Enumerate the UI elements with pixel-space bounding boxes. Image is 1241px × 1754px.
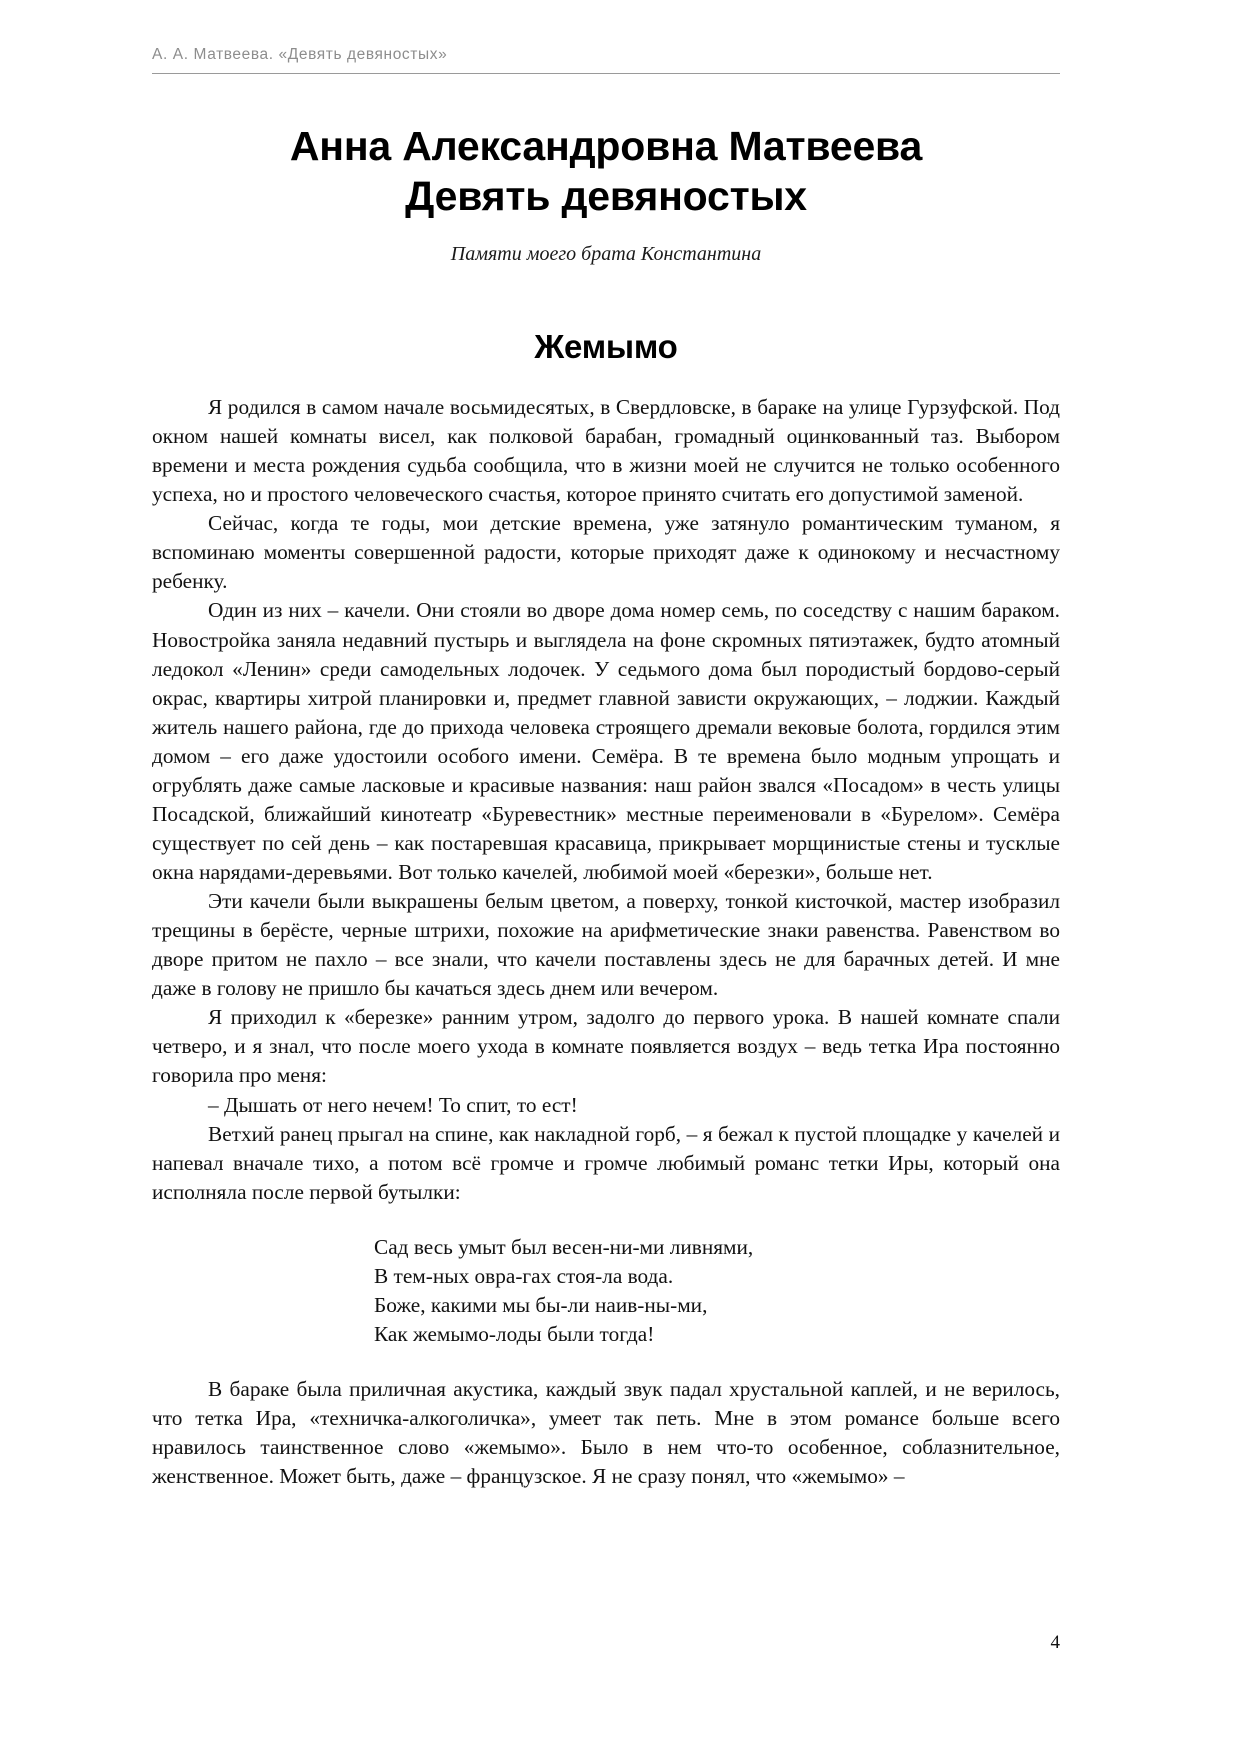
paragraph: – Дышать от него нечем! То спит, то ест!: [208, 1092, 578, 1117]
paragraph: Сейчас, когда те годы, мои детские времена, уже затянуло романтическим туманом, я вспоминаю моменты совершенной радости, которые приходят даже к одинокому и несчастному ребенку.: [152, 511, 1060, 594]
paragraph: В бараке была приличная акустика, каждый звук падал хрустальной каплей, и не верилось, что тетка Ира, «техничка-алкоголичка», умеет так петь. Мне в этом романсе больше всего нравилось таинственное слово «жемымо». Было в нем что-то особенное, соблазнительное, женственное. Может быть, даже – французское. Я не сразу понял, что «жемымо» –: [152, 1377, 1060, 1489]
paragraph: Я приходил к «березке» ранним утром, задолго до первого урока. В нашей комнате спали четверо, и я знал, что после моего ухода в комнате появляется воздух – ведь тетка Ира постоянно говорила про меня:: [152, 1005, 1060, 1088]
paragraph: Эти качели были выкрашены белым цветом, а поверху, тонкой кисточкой, мастер изобразил трещины в берёсте, черные штрихи, похожие на арифметические знаки равенства. Равенством во дворе притом не пахло – все знали, что качели поставлены здесь не для барачных детей. И мне даже в голову не пришло бы качаться здесь днем или вечером.: [152, 889, 1060, 1001]
page-content-column: [152, 0, 1060, 1653]
section-heading: Жемымо: [534, 328, 678, 366]
verse-line: Сад весь умыт был весен-ни-ми ливнями,: [374, 1234, 754, 1259]
page-number: 4: [1050, 1632, 1060, 1653]
running-head: А. А. Матвеева. «Девять девяностых»: [152, 46, 448, 63]
verse-line: Боже, какими мы бы-ли наив-ны-ми,: [374, 1292, 708, 1317]
paragraph: Ветхий ранец прыгал на спине, как накладной горб, – я бежал к пустой площадке у качелей и напевал вначале тихо, а потом всё громче и громче любимый романс тетки Иры, который она исполняла после первой бутылки:: [152, 1121, 1060, 1204]
paragraph: Я родился в самом начале восьмидесятых, в Свердловске, в бараке на улице Гурзуфской. Под окном нашей комнаты висел, как полковой барабан, громадный оцинкованный таз. Выбором времени и места рождения судьба сообщила, что в жизни моей не случится не только особенного успеха, но и простого человеческого счастья, которое принято считать его допустимой заменой.: [152, 395, 1060, 507]
verse-line: В тем-ных овра-гах стоя-ла вода.: [374, 1263, 674, 1288]
verse-line: Как жемымо-лоды были тогда!: [374, 1321, 655, 1346]
paragraph: Один из них – качели. Они стояли во дворе дома номер семь, по соседству с нашим бараком. Новостройка заняла недавний пустырь и выглядела на фоне скромных пятиэтажек, будто атомный ледокол «Ленин» среди самодельных лодочек. У седьмого дома был породистый бордово-серый окрас, квартиры хитрой планировки и, предмет главной зависти окружающих, – лоджии. Каждый житель нашего района, где до прихода человека строящего дремали вековые болота, гордился этим домом – его даже удостоили особого имени. Семёра. В те времена было модным упрощать и огрублять даже самые ласковые и красивые названия: наш район звался «Посадом» в честь улицы Посадской, ближайший кинотеатр «Буревестник» местные переименовали в «Бурелом». Семёра существует по сей день – как постаревшая красавица, прикрывает морщинистые стены и тусклые окна нарядами-деревьями. Вот только качелей, любимой моей «березки», больше нет.: [152, 598, 1060, 885]
running-head-rule: [152, 73, 1060, 74]
verse-block: [152, 1233, 1060, 1349]
body-text: [152, 393, 1060, 1491]
book-title: Девять девяностых: [405, 173, 807, 220]
dedication-line: Памяти моего брата Константина: [450, 243, 762, 266]
book-author: Анна Александровна Матвеева: [289, 123, 923, 169]
title-block: [152, 121, 1060, 221]
